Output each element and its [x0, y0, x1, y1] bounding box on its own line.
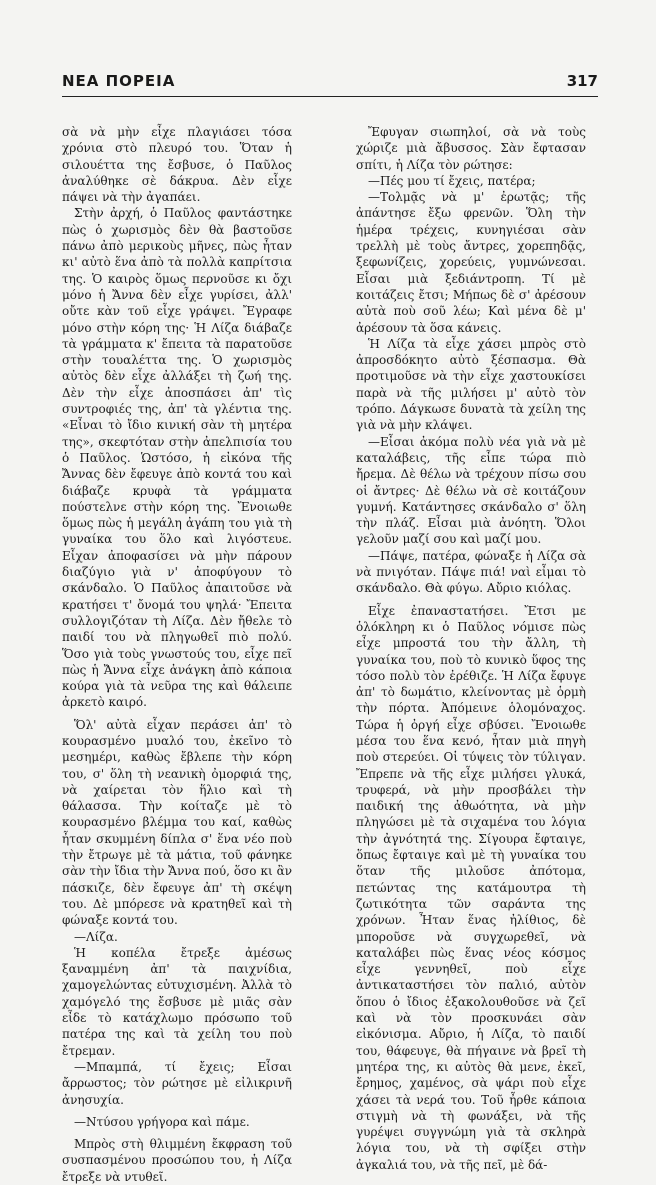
paragraph: Ἔφυγαν σιωπηλοί, σὰ νὰ τοὺς χώριζε μιὰ ἄβυσσος. Σὰν ἔφτασαν σπίτι, ἡ Λίζα τὸν ρώτησε: — [356, 125, 586, 172]
paragraph: —Εἶσαι ἀκόμα πολὺ νέα γιὰ νὰ μὲ καταλάβεις, τῆς εἶπε τώρα πιὸ ἤρεμα. Δὲ θέλω νὰ τρέχουν πίσω σου οἱ ἄντρες· Δὲ θέλω νὰ σὲ κοιτάζουν γυμνή. Κατάντησες σκάνδαλο σ' ὅλη τὴν πλάζ. Εἶσαι μιὰ ἀνόητη. Ὅλοι γελοῦν μαζί σου καὶ μαζί μου. — [356, 434, 586, 547]
paragraph: —Μπαμπά, τί ἔχεις; Εἶσαι ἄρρωστος; τὸν ρώτησε μὲ εἰλικρινῆ ἀνησυχία. — [62, 1059, 292, 1107]
paragraph: —Τολμᾷς νὰ μ' ἐρωτᾷς; τῆς ἀπάντησε ἔξω φρενῶν. Ὅλη τὴν ἡμέρα τρέχεις, κυνηγιέσαι σὰν τρελλὴ μὲ τοὺς ἄντρες, χορεπηδᾷς, ξεφωνίζεις, χορεύεις, γυμνώνεσαι. Εἶσαι μιὰ ξεδιάντροπη. Τί μὲ κοιτάζεις ἔτσι; Μήπως δὲ σ' ἀρέσουν αὐτὰ ποὺ σοῦ λέω; Καὶ μένα δὲ μ' ἀρέσουν τὰ ὅσα κάνεις. — [356, 190, 586, 335]
paragraph: —Πές μου τί ἔχεις, πατέρα; — [368, 173, 536, 188]
paragraph: Στὴν ἀρχή, ὁ Παῦλος φαντάστηκε πὼς ὁ χωρισμὸς δὲν θὰ βαστοῦσε πάνω ἀπὸ μερικοὺς μῆνες, πὼς ἦταν κι' αὐτὸ ἕνα ἀπὸ τὰ πολλὰ καπρίτσια της. Ὁ καιρὸς ὅμως περνοῦσε κι ὄχι μόνο ἡ Ἄννα δὲν εἶχε γυρίσει, ἀλλ' οὔτε κὰν τοῦ εἶχε γράψει. Ἔγραφε μόνο στὴν κόρη της· Ἡ Λίζα διάβαζε τὰ γράμματα κ' ἔπειτα τὰ παρατοῦσε στὴν τουαλέττα της. Ὁ χωρισμὸς αὐτὸς δὲν εἶχε ἀλλάξει τὴ ζωή της. Δὲν τὴν εἶχε ἀποσπάσει ἀπ' τὶς συντροφιές της, ἀπ' τὰ γλέντια της. «Εἶναι τὸ ἴδιο κινική σὰν τὴ μητέρα της», σκεφτόταν στὴν ἀπελπισία του ὁ Παῦλος. Ὡστόσο, ἡ εἰκόνα τῆς Ἄννας δὲν ἔφευγε ἀπὸ κοντά του καὶ διάβαζε κρυφὰ τὰ γράμματα πούστελνε στὴν κόρη της. Ἔνοιωθε ὅμως πὼς ἡ μεγάλη ἀγάπη του γιὰ τὴ γυναίκα του ὅλο καὶ λιγόστευε. Εἶχαν ἀποφασίσει νὰ μὴν πάρουν διαζύγιο γιὰ ν' ἀποφύγουν τὸ σκάνδαλο. Ὁ Παῦλος ἀπαιτοῦσε νὰ κρατήσει τ' ὄνομά του ψηλά· Ἔπειτα συλλογιζόταν τὴ Λίζα. Δὲν ἤθελε τὸ παιδί του νὰ πληγωθεῖ πιὸ πολύ. Ὅσο γιὰ τοὺς γνωστούς του, εἶχε πεῖ πὼς ἡ Ἄννα εἶχε ἀνάγκη ἀπὸ κάποια κούρα γιὰ τὰ νεῦρα της καὶ θάλειπε ἀρκετὸ καιρό. — [62, 206, 292, 710]
paragraph: —Λίζα. — [74, 929, 118, 944]
paragraph: σὰ νὰ μὴν εἶχε πλαγιάσει τόσα χρόνια στὸ πλευρό του. Ὅταν ἡ σιλουέττα της ἔσβυσε, ὁ Παῦλος ἀναλύθηκε σὲ δάκρυα. Δὲν εἶχε πάψει νὰ τὴν ἀγαπάει. — [62, 125, 292, 205]
page-header — [62, 70, 598, 97]
paragraph: Μπρὸς στὴ θλιμμένη ἔκφραση τοῦ συσπασμένου προσώπου του, ἡ Λίζα ἔτρεξε νὰ ντυθεῖ. — [62, 1137, 292, 1184]
running-head: ΝΕΑ ΠΟΡΕΙΑ — [62, 72, 176, 90]
paragraph: Ὅλ' αὐτὰ εἶχαν περάσει ἀπ' τὸ κουρασμένο μυαλό του, ἐκεῖνο τὸ μεσημέρι, καθὼς ἔβλεπε τὴν κόρη του, σ' ὅλη τὴ νεανικὴ ὀμορφιά της, νὰ χαίρεται τὸν ἥλιο καὶ τὴ θάλασσα. Τὴν κοίταζε μὲ τὸ κουρασμένο βλέμμα του καί, καθὼς ἦταν σκυμμένη δίπλα σ' ἕνα νέο ποὺ τὴν ἔτρωγε μὲ τὰ μάτια, τοῦ φάνηκε σὰν τὴν ἴδια τὴν Ἄννα πού, ὅσο κι ἂν πάσκιζε, δὲν ἔφευγε ἀπ' τὴ σκέψη του. Δὲ μπόρεσε νὰ κρατηθεῖ καὶ τὴ φώναξε κοντά του. — [62, 717, 292, 928]
left-column — [62, 124, 292, 1185]
paragraph: Ἡ Λίζα τὰ εἶχε χάσει μπρὸς στὸ ἀπροσδόκητο αὐτὸ ξέσπασμα. Θὰ προτιμοῦσε νὰ τὴν εἶχε χαστουκίσει παρὰ νὰ τῆς μιλήσει μ' αὐτὸ τὸν τρόπο. Δάγκωσε δυνατὰ τὰ χείλη της γιὰ νὰ μὴν κλάψει. — [356, 336, 586, 433]
page-number: 317 — [566, 72, 598, 90]
paragraph: —Ντύσου γρήγορα καὶ πάμε. — [74, 1114, 250, 1129]
paragraph: Εἶχε ἐπαναστατήσει. Ἔτσι με ὁλόκληρη κι ὁ Παῦλος νόμισε πὼς εἶχε μπροστά του τὴν ἄλλη, τὴ γυναίκα του, ποὺ τὸ κυνικὸ ὕφος της τόσο πολὺ τὸν ἐρέθιζε. Ἡ Λίζα ἔφυγε ἀπ' τὸ δωμάτιο, κλείνοντας μὲ ὁρμὴ τὴν πόρτα. Ἀπόμεινε ὁλομόναχος. Τώρα ἡ ὀργή εἶχε σβύσει. Ἔνοιωθε μέσα του ἕνα κενό, ἦταν μιὰ πηγὴ ποὺ στερεύει. Οἱ τύψεις τὸν τύλιγαν. Ἔπρεπε νὰ τῆς εἶχε μιλήσει γλυκά, τρυφερά, νὰ μὴν προσβάλει τὴν παιδική της ἀθωότητα, νὰ μὴν πληγώσει μὲ τὰ σιχαμένα του λόγια τὴν ἀγνότητά της. Σίγουρα ἔφταιγε, ὅπως ἔφταιγε καὶ μὲ τὴ γυναίκα του ὅταν τῆς μιλοῦσε ἀπότομα, πετώντας της κατάμουτρα τὴ ζωτικότητα τῶν σαράντα της χρόνων. Ἦταν ἕνας ἠλίθιος, δὲ μποροῦσε νὰ συγχωρεθεῖ, νὰ καταλάβει πὼς ἕνας νέος κόσμος εἶχε γεννηθεῖ, ποὺ εἶχε ἀντικαταστήσει τὸν παλιό, αὐτὸν ὅπου ὁ ἴδιος ἐξακολουθοῦσε νὰ ζεῖ καὶ νὰ τὸν προσκυνάει σὰν εἰκόνισμα. Αὔριο, ἡ Λίζα, τὸ παιδί του, θάφευγε, θὰ πήγαινε νὰ βρεῖ τὴ μητέρα της, κι αὐτὸς θὰ μενε, ἐκεῖ, ἔρημος, χαμένος, σὰ ψάρι ποὺ εἶχε χάσει τὰ νερά του. Τοῦ ἦρθε κάποια στιγμὴ νὰ τὴ φωνάξει, νὰ τῆς γυρέψει συγγνώμη γιὰ τὰ σκληρὰ λόγια του, νὰ τὴ σφίξει στὴν ἀγκαλιά του, νὰ τῆς πεῖ, μὲ δά- — [356, 603, 586, 1172]
paragraph: Ἡ κοπέλα ἔτρεξε ἀμέσως ξαναμμένη ἀπ' τὰ παιχνίδια, χαμογελώντας εὐτυχισμένη. Ἀλλὰ τὸ χαμόγελό της ἔσβυσε μὲ μιᾶς σὰν εἶδε τὸ κατάχλωμο πρόσωπο τοῦ πατέρα της καὶ τὰ χείλη του ποὺ ἔτρεμαν. — [62, 945, 292, 1058]
right-column — [356, 124, 586, 1173]
paragraph: —Πάψε, πατέρα, φώναξε ἡ Λίζα σὰ νὰ πνιγόταν. Πάψε πιά! ναὶ εἶμαι τὸ σκάνδαλο. Θὰ φύγω. Αὔριο κιόλας. — [356, 548, 586, 596]
